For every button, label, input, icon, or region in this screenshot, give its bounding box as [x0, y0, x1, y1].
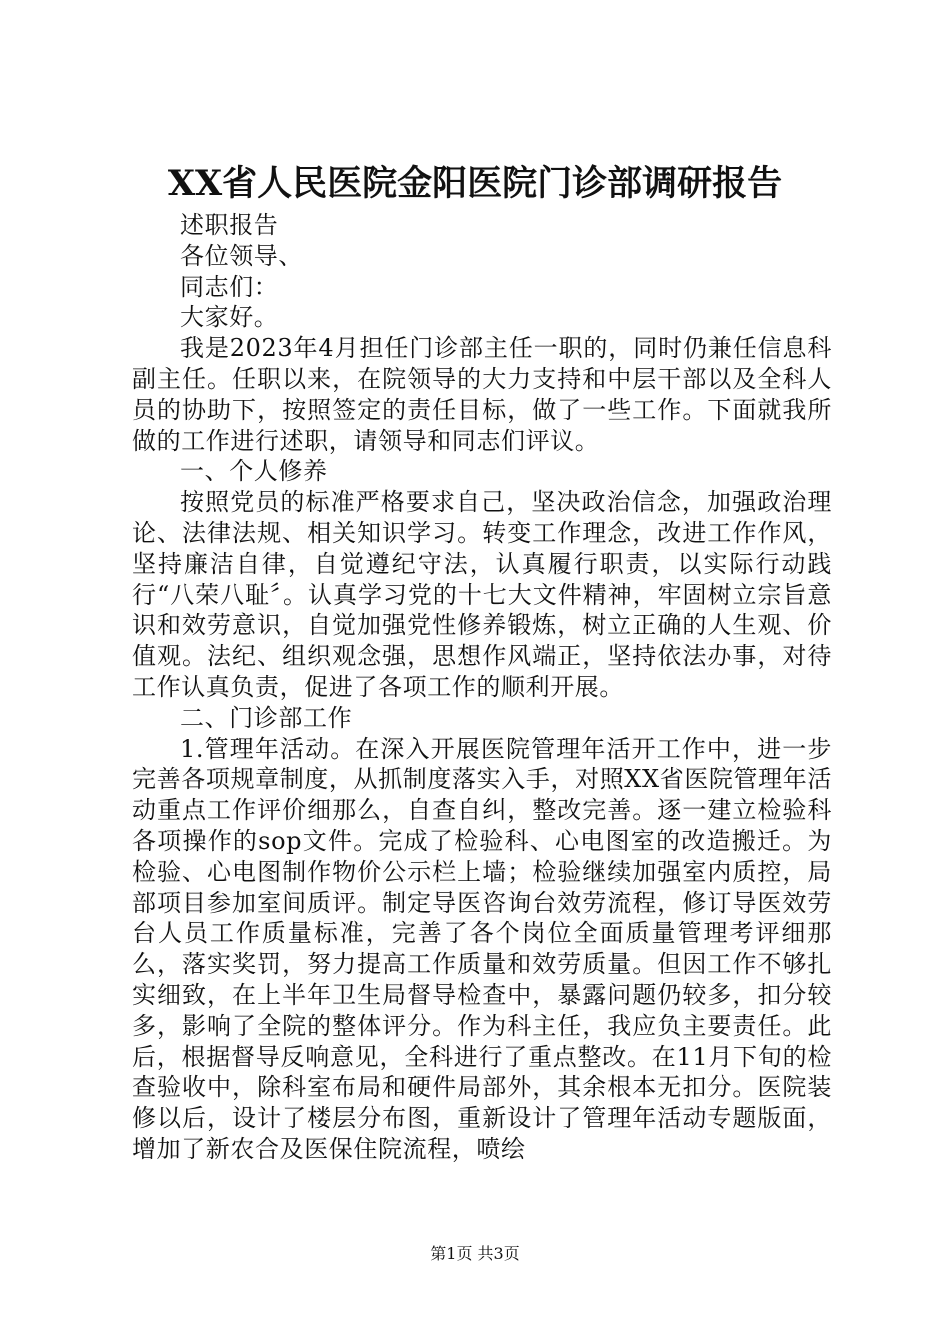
section-heading-personal: 一、个人修养 — [180, 457, 328, 486]
paragraph-salutation-comrades: 同志们： — [180, 272, 279, 301]
document-title: XX省人民医院金阳医院门诊部调研报告 — [167, 163, 783, 204]
paragraph-heading-label: 述职报告 — [180, 211, 279, 239]
paragraph-salutation-leaders: 各位领导、 — [180, 241, 303, 270]
paragraph-greeting: 大家好。 — [180, 303, 279, 332]
paragraph-intro: 我是2023年4月担任门诊部主任一职的，同时仍兼任信息科副主任。任职以来，在院领导的大力支持和中层干部以及全科人员的协助下，按照签定的责任目标，做了一些工作。下面就我所做的工作进行述职，请领导和同志们评议。 — [132, 334, 832, 455]
section-heading-outpatient: 二、门诊部工作 — [180, 703, 353, 732]
paragraph-management-year: 1.管理年活动。在深入开展医院管理年活开工作中，进一步完善各项规章制度，从抓制度落实入手，对照XX省医院管理年活动重点工作评价细那么，自查自纠，整改完善。逐一建立检验科各项操作的sop文件。完成了检验科、心电图室的改造搬迁。为检验、心电图制作物价公示栏上墙；检验继续加强室内质控，局部项目参加室间质评。制定导医咨询台效劳流程，修订导医效劳台人员工作质量标准，完善了各个岗位全面质量管理考评细那么，落实奖罚，努力提高工作质量和效劳质量。但因工作不够扎实细致，在上半年卫生局督导检查中，暴露问题仍较多，扣分较多，影响了全院的整体评分。作为科主任，我应负主要责任。此后，根据督导反响意见，全科进行了重点整改。在11月下旬的检查验收中，除科室布局和硬件局部外，其余根本无扣分。医院装修以后，设计了楼层分布图，重新设计了管理年活动专题版面，增加了新农合及医保住院流程，喷绘 — [132, 734, 832, 1163]
page-footer: 第1页 共3页 — [430, 1244, 520, 1263]
paragraph-personal: 按照党员的标准严格要求自己，坚决政治信念，加强政治理论、法律法规、相关知识学习。转变工作理念，改进工作作风，坚持廉洁自律，自觉遵纪守法，认真履行职责，以实际行动践行“八荣八耻〞。认真学习党的十七大文件精神，牢固树立宗旨意识和效劳意识，自觉加强党性修养锻炼，树立正确的人生观、价值观。法纪、组织观念强，思想作风端正，坚持依法办事，对待工作认真负责，促进了各项工作的顺利开展。 — [132, 488, 832, 701]
document-body — [132, 210, 832, 1165]
